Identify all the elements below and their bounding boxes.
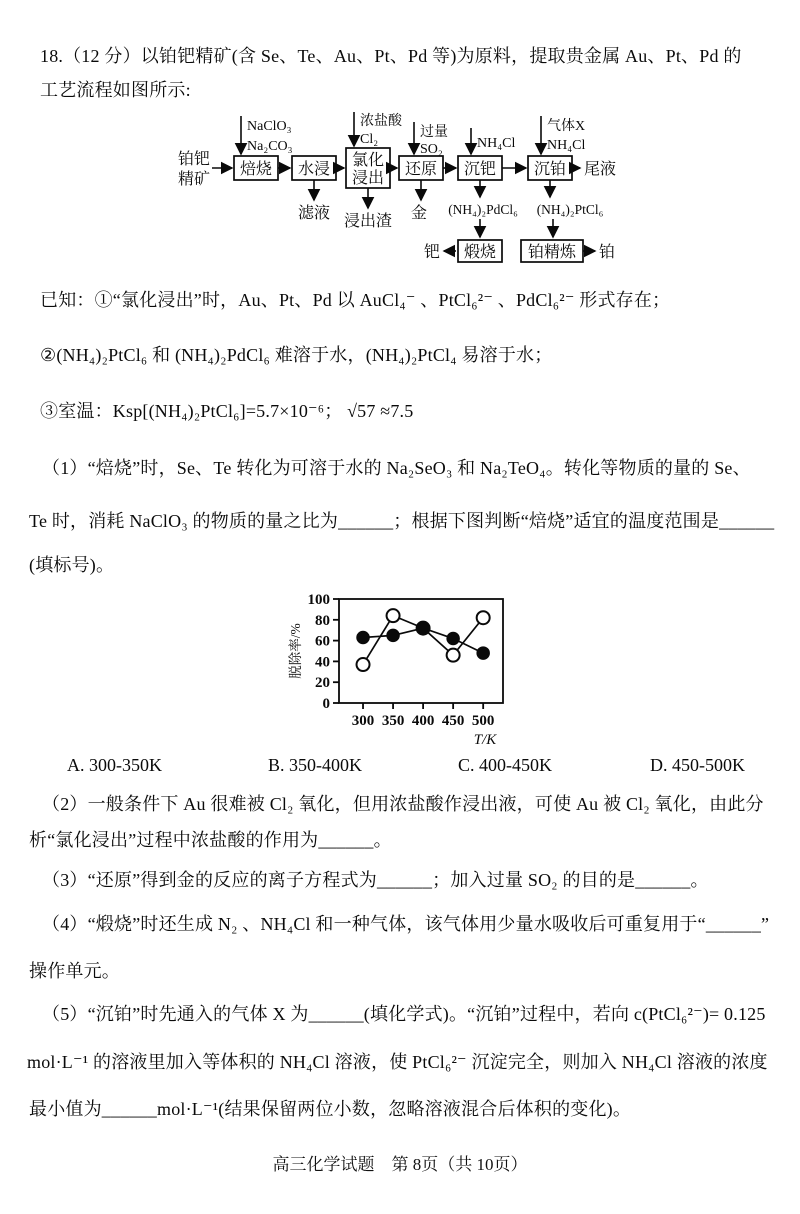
flow-pd-label: 钯 — [423, 244, 441, 261]
chart-xtick-label: 450 — [441, 713, 465, 729]
removal-rate-chart-svg — [287, 584, 539, 750]
flow-input-nh4cl-pd-label: NH₄Cl — [477, 136, 516, 151]
flow-input-cl2-label: Cl₂ — [360, 132, 379, 147]
known-condition-2: ②(NH₄)₂PtCl₆ 和 (NH₄)₂PdCl₆ 难溶于水，(NH₄)₂PtCl₄ 易溶于水； — [40, 345, 553, 365]
question-2-line-2: 析“氯化浸出”过程中浓盐酸的作用为______。 — [29, 830, 392, 850]
flow-box-water-leach-label: 水浸 — [297, 161, 331, 178]
option-d: D. 450-500K — [650, 755, 745, 775]
question-4-line-1: （4）“煅烧”时还生成 N₂ 、NH₄Cl 和一种气体，该气体用少量水吸收后可重复用于“______” — [42, 914, 770, 934]
process-flow-svg — [166, 110, 662, 272]
flow-input-naclo3-label: NaClO₃ — [247, 119, 292, 134]
chart-ytick-label: 60 — [315, 633, 330, 650]
chart-ytick-label: 80 — [315, 612, 330, 629]
flow-source-label-line1: 铂钯 — [177, 151, 211, 168]
flow-input-gasx-label: 气体X — [547, 119, 586, 134]
chart-marker-filled — [447, 633, 459, 645]
chart-ytick-label: 100 — [307, 592, 330, 608]
question-18-intro-line-1: 18.（12 分）以铂钯精矿(含 Se、Te、Au、Pt、Pd 等)为原料，提取贵金属 Au、Pt、Pd 的 — [40, 46, 742, 66]
flow-tail-liquid-label: 尾液 — [584, 161, 617, 178]
question-4-line-2: 操作单元。 — [29, 961, 120, 981]
flow-pd-salt-label: (NH₄)₂PdCl₆ — [448, 202, 518, 217]
chart-ytick-label: 20 — [315, 675, 330, 692]
chart-marker-filled — [477, 647, 489, 659]
flow-input-excess-label: 过量 — [420, 125, 448, 140]
flow-pt-salt-label: (NH₄)₂PtCl₆ — [536, 202, 604, 217]
question-5-line-3: 最小值为______mol·L⁻¹(结果保留两位小数，忽略溶液混合后体积的变化)。 — [29, 1099, 632, 1119]
chart-marker-open — [387, 609, 400, 622]
option-b: B. 350-400K — [268, 755, 362, 775]
chart-marker-filled — [417, 622, 429, 634]
flow-residue-label: 浸出渣 — [343, 213, 393, 230]
process-flow-diagram — [166, 110, 662, 277]
chart-xtick-label: 400 — [411, 713, 435, 729]
question-1-line-2: Te 时，消耗 NaClO₃ 的物质的量之比为______；根据下图判断“焙烧”适宜的温度范围是______ — [29, 511, 775, 531]
flow-box-pt-refine-label: 铂精炼 — [527, 244, 577, 261]
chart-ytick-label: 0 — [322, 696, 330, 712]
chart-marker-filled — [387, 629, 399, 641]
chart-marker-filled — [357, 631, 369, 643]
page-footer: 高三化学试题 第 8页（共 10页） — [272, 1155, 528, 1174]
chart-marker-open — [357, 658, 370, 671]
known-condition-1: 已知：①“氯化浸出”时，Au、Pt、Pd 以 AuCl₄⁻ 、PtCl₆²⁻ 、PdCl₆²⁻ 形式存在； — [40, 290, 671, 310]
flow-filtrate-label: 滤液 — [297, 205, 331, 222]
flow-box-roast-label: 焙烧 — [239, 161, 273, 178]
flow-source-label-line2: 精矿 — [177, 171, 211, 188]
flow-box-chlorination-leach-label1: 氯化 — [351, 152, 385, 169]
chart-marker-open — [477, 611, 490, 624]
flow-gold-label: 金 — [410, 205, 428, 222]
chart-ytick-label: 40 — [315, 654, 330, 671]
question-3-line-1: （3）“还原”得到金的反应的离子方程式为______；加入过量 SO₂ 的目的是______。 — [42, 870, 709, 890]
question-18-intro-line-2: 工艺流程如图所示: — [40, 80, 191, 100]
chart-xlabel: T/K — [473, 732, 497, 748]
flow-box-calcine-label: 煅烧 — [463, 244, 497, 261]
question-2-line-1: （2）一般条件下 Au 很难被 Cl₂ 氧化，但用浓盐酸作浸出液，可使 Au 被 Cl₂ 氧化，由此分 — [42, 794, 764, 814]
chart-xtick-label: 300 — [351, 713, 375, 729]
chart-xtick-label: 350 — [381, 713, 405, 729]
known-condition-3: ③室温：Ksp[(NH₄)₂PtCl₆]=5.7×10⁻⁶； √57 ≈7.5 — [40, 401, 414, 421]
option-a: A. 300-350K — [67, 755, 162, 775]
option-c: C. 400-450K — [458, 755, 552, 775]
flow-input-hcl-label: 浓盐酸 — [360, 114, 402, 129]
chart-ylabel: 脱除率/% — [288, 623, 303, 679]
chart-xtick-label: 500 — [471, 713, 495, 729]
flow-input-na2co3-label: Na₂CO₃ — [247, 139, 293, 154]
removal-rate-chart — [287, 584, 539, 755]
flow-box-chlorination-leach-label2: 浸出 — [351, 170, 385, 187]
flow-box-sink-pt-label: 沉铂 — [533, 161, 567, 178]
flow-pt-label: 铂 — [598, 244, 616, 261]
question-1-line-1: （1）“焙烧”时，Se、Te 转化为可溶于水的 Na₂SeO₃ 和 Na₂TeO₄。转化等物质的量的 Se、 — [42, 458, 751, 478]
question-5-line-2: mol·L⁻¹ 的溶液里加入等体积的 NH₄Cl 溶液，使 PtCl₆²⁻ 沉淀完全，则加入 NH₄Cl 溶液的浓度 — [27, 1052, 768, 1072]
flow-box-reduction-label: 还原 — [404, 161, 438, 178]
flow-input-so2-label: SO₂ — [420, 142, 443, 157]
flow-input-nh4cl-pt-label: NH₄Cl — [547, 138, 586, 153]
chart-marker-open — [447, 649, 460, 662]
question-1-line-3: (填标号)。 — [29, 555, 115, 575]
question-5-line-1: （5）“沉铂”时先通入的气体 X 为______(填化学式)。“沉铂”过程中，若向 c(PtCl₆²⁻)= 0.125 — [42, 1004, 766, 1024]
flow-box-sink-pd-label: 沉钯 — [463, 161, 497, 178]
